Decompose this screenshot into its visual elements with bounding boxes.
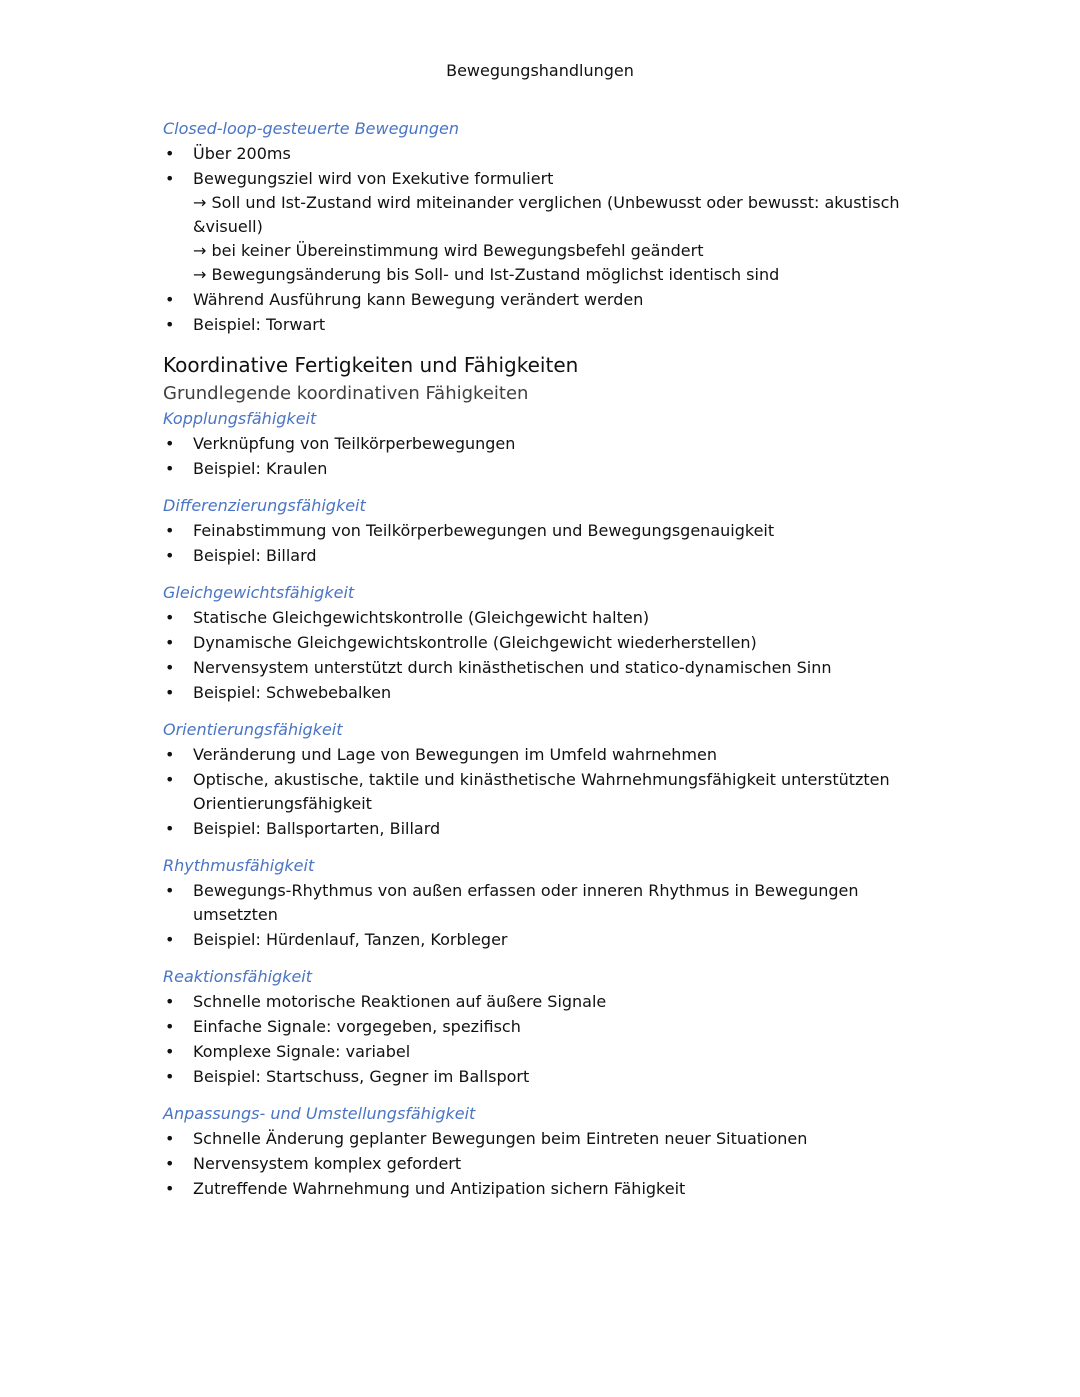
list-item-text: Feinabstimmung von Teilkörperbewegungen und Bewegungsgenauigkeit (193, 521, 775, 540)
list-item (163, 1152, 923, 1176)
list-item (163, 519, 923, 543)
bullet-icon: • (165, 546, 175, 565)
section-heading: Differenzierungsfähigkeit (163, 496, 366, 515)
list-item (163, 606, 923, 630)
list-item (163, 142, 923, 166)
list-item (163, 432, 923, 456)
bullet-icon: • (165, 1067, 175, 1086)
bullet-icon: • (165, 608, 175, 627)
list-item-text: Verknüpfung von Teilkörperbewegungen (193, 434, 516, 453)
ability-section (163, 854, 923, 952)
list-item-text: Beispiel: Kraulen (193, 459, 328, 478)
bullet-icon: • (165, 315, 175, 334)
bullet-icon: • (165, 633, 175, 652)
list-item (163, 1065, 923, 1089)
list-item-text: Beispiel: Torwart (193, 315, 326, 334)
arrow-sub-item: → Soll und Ist-Zustand wird miteinander verglichen (Unbewusst oder bewusst: akustisch &visuell) (193, 193, 900, 236)
list-item-text: Nervensystem komplex gefordert (193, 1154, 462, 1173)
list-item-text: Dynamische Gleichgewichtskontrolle (Gleichgewicht wiederherstellen) (193, 633, 757, 652)
section-heading: Orientierungsfähigkeit (163, 720, 343, 739)
list-item (163, 879, 923, 927)
list-item (163, 817, 923, 841)
list-item-text: Nervensystem unterstützt durch kinästhetischen und statico-dynamischen Sinn (193, 658, 832, 677)
bullet-icon: • (165, 144, 175, 163)
list-item (163, 681, 923, 705)
list-item-text: Schnelle Änderung geplanter Bewegungen beim Eintreten neuer Situationen (193, 1129, 808, 1148)
bullet-icon: • (165, 1154, 175, 1173)
list-item (163, 768, 923, 816)
bullet-list (163, 879, 923, 952)
list-item-text: Bewegungs-Rhythmus von außen erfassen oder inneren Rhythmus in Bewegungen umsetzten (193, 881, 859, 924)
sub-heading: Grundlegende koordinativen Fähigkeiten (163, 383, 529, 404)
list-item (163, 1177, 923, 1201)
list-item-text: Schnelle motorische Reaktionen auf äußere Signale (193, 992, 607, 1011)
bullet-icon: • (165, 930, 175, 949)
list-item (163, 313, 923, 337)
list-item-text: Einfache Signale: vorgegeben, spezifisch (193, 1017, 521, 1036)
ability-section (163, 1102, 923, 1201)
list-item (163, 743, 923, 767)
list-item-text: Beispiel: Hürdenlauf, Tanzen, Korbleger (193, 930, 508, 949)
arrow-sub-item: → Bewegungsänderung bis Soll- und Ist-Zustand möglichst identisch sind (193, 265, 780, 284)
list-item-text: Über 200ms (193, 144, 291, 163)
bullet-icon: • (165, 169, 175, 188)
list-item (163, 656, 923, 680)
main-heading: Koordinative Fertigkeiten und Fähigkeiten (163, 353, 579, 377)
list-item (163, 990, 923, 1014)
list-item-text: Beispiel: Schwebebalken (193, 683, 392, 702)
ability-section (163, 581, 923, 705)
bullet-icon: • (165, 770, 175, 789)
bullet-list (163, 990, 923, 1089)
document-content (163, 117, 923, 1214)
bullet-list (163, 606, 923, 705)
ability-section (163, 407, 923, 481)
list-item (163, 457, 923, 481)
arrow-sub-item: → bei keiner Übereinstimmung wird Bewegungsbefehl geändert (193, 241, 704, 260)
page-header-title: Bewegungshandlungen (446, 61, 634, 80)
bullet-icon: • (165, 1129, 175, 1148)
list-item-text: Komplexe Signale: variabel (193, 1042, 411, 1061)
ability-section (163, 718, 923, 841)
list-item-text: Bewegungsziel wird von Exekutive formuliert (193, 169, 554, 188)
bullet-icon: • (165, 1017, 175, 1036)
bullet-icon: • (165, 819, 175, 838)
list-item (163, 1015, 923, 1039)
section-closed-loop (163, 117, 923, 337)
list-item-text: Beispiel: Billard (193, 546, 317, 565)
bullet-list (163, 1127, 923, 1201)
list-item-text: Beispiel: Ballsportarten, Billard (193, 819, 441, 838)
bullet-icon: • (165, 1042, 175, 1061)
bullet-icon: • (165, 434, 175, 453)
bullet-icon: • (165, 881, 175, 900)
section-heading: Reaktionsfähigkeit (163, 967, 313, 986)
list-item (163, 631, 923, 655)
bullet-list (163, 142, 923, 337)
list-item (163, 1127, 923, 1151)
section-heading: Gleichgewichtsfähigkeit (163, 583, 355, 602)
list-item-text: Veränderung und Lage von Bewegungen im Umfeld wahrnehmen (193, 745, 717, 764)
ability-section (163, 494, 923, 568)
bullet-icon: • (165, 521, 175, 540)
bullet-list (163, 519, 923, 568)
bullet-icon: • (165, 459, 175, 478)
bullet-icon: • (165, 683, 175, 702)
list-item-text: Optische, akustische, taktile und kinästhetische Wahrnehmungsfähigkeit unterstützten Orientierungsfähigkeit (193, 770, 890, 813)
list-item-text: Statische Gleichgewichtskontrolle (Gleichgewicht halten) (193, 608, 650, 627)
list-item (163, 167, 923, 287)
list-item-text: Während Ausführung kann Bewegung verändert werden (193, 290, 644, 309)
list-item (163, 928, 923, 952)
section-heading: Rhythmusfähigkeit (163, 856, 315, 875)
ability-section (163, 965, 923, 1089)
list-item (163, 1040, 923, 1064)
ability-sections (163, 407, 923, 1201)
bullet-icon: • (165, 992, 175, 1011)
list-item-text: Zutreffende Wahrnehmung und Antizipation sichern Fähigkeit (193, 1179, 686, 1198)
section-heading: Anpassungs- und Umstellungsfähigkeit (163, 1104, 476, 1123)
list-item (163, 544, 923, 568)
section-heading: Kopplungsfähigkeit (163, 409, 317, 428)
section-heading: Closed-loop-gesteuerte Bewegungen (163, 119, 460, 138)
bullet-list (163, 743, 923, 841)
bullet-icon: • (165, 745, 175, 764)
bullet-list (163, 432, 923, 481)
list-item (163, 288, 923, 312)
bullet-icon: • (165, 290, 175, 309)
list-item-text: Beispiel: Startschuss, Gegner im Ballsport (193, 1067, 530, 1086)
bullet-icon: • (165, 1179, 175, 1198)
bullet-icon: • (165, 658, 175, 677)
